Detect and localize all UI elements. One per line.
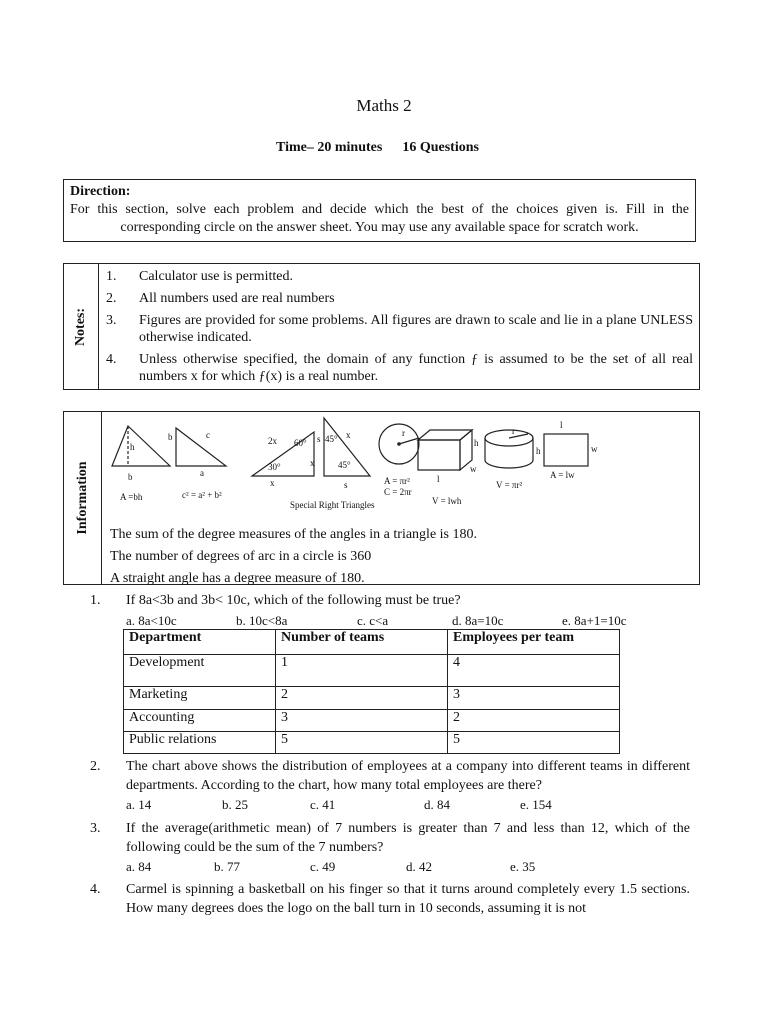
table-cell: Development [124,655,276,687]
note-item [104,312,693,346]
rt-b-label: b [168,432,173,442]
question-text: If the average(arithmetic mean) of 7 numbers is greater than 7 and less than 12, which of the following could be the sum of the 7 numbers? [126,821,690,855]
question-number: 4. [90,882,101,897]
note-text: Figures are provided for some problems. All figures are drawn to scale and lie in a plane UNLESS otherwise indicated. [139,313,693,345]
choice-d[interactable]: d. 84 [424,797,450,812]
rectangle-figure [544,434,588,466]
question-count: 16 Questions [402,140,479,155]
choice-d[interactable]: d. 42 [406,859,432,874]
table-cell: Marketing [124,687,276,710]
rect-w-label: w [591,444,598,454]
s-s-label: s [317,434,321,444]
table-header-cell: Number of teams [276,630,448,655]
question-1 [90,591,690,610]
triangle-figure [112,426,170,466]
table-header-cell: Employees per team [448,630,620,655]
question-2 [90,757,690,795]
rect-l-label: l [560,420,563,430]
choice-b[interactable]: b. 77 [214,859,240,874]
question-3 [90,819,690,857]
notes-label-column [64,264,99,389]
fact-item: The sum of the degree measures of the angles in a triangle is 180. [110,527,477,542]
notes-list [104,268,693,390]
direction-heading: Direction: [70,184,131,199]
s-x3-label: x [346,430,351,440]
page-title: Maths 2 [356,96,412,115]
note-number: 2. [106,291,117,306]
note-item [104,268,693,285]
reference-figures-svg [104,414,694,524]
notes-label: Notes: [73,307,88,346]
rect-area-formula: A = lw [550,470,575,480]
table-cell: 4 [448,655,620,687]
s-2x-label: 2x [268,436,277,446]
question-text: If 8a<3b and 3b< 10c, which of the following must be true? [126,593,461,608]
table-cell: 2 [448,710,620,732]
question-4 [90,880,690,918]
information-facts [110,524,477,590]
s-x2-label: x [310,458,315,468]
choice-e[interactable]: e. 154 [520,797,552,812]
table-row [124,710,620,732]
choice-e[interactable]: e. 8a+1=10c [562,613,627,628]
department-table [123,629,620,754]
information-label: Information [74,461,90,535]
table-cell: Public relations [124,732,276,754]
choice-a[interactable]: a. 8a<10c [126,613,177,628]
information-box [63,411,700,585]
table-row [124,655,620,687]
note-number: 4. [106,352,117,367]
s-60-label: 60° [294,438,307,448]
question-number: 1. [90,593,101,608]
choice-a[interactable]: a. 14 [126,797,152,812]
test-subtitle [276,140,499,156]
circle-circumference-formula: C = 2πr [384,487,412,497]
s-45b-label: 45° [338,460,351,470]
rt-a-label: a [200,468,204,478]
pythag-label: c² = a² + b² [182,490,222,500]
tri-area-label: A =bh [120,492,143,502]
fact-item: A straight angle has a degree measure of 180. [110,571,365,586]
reference-figures [104,414,694,524]
cylinder-r-label: r [512,426,515,436]
direction-text: For this section, solve each problem and decide which the best of the choices given is. Fill in the corresponding circle on the answer sheet. You may use any available space for scratch work. [70,202,689,235]
notes-box [63,263,700,390]
note-item [104,351,693,385]
box-h-label: h [474,438,479,448]
s-s2-label: s [344,480,348,490]
table-row [124,732,620,754]
choice-b[interactable]: b. 25 [222,797,248,812]
right-triangle-figure [176,428,226,466]
box-front [418,440,460,470]
note-text: All numbers used are real numbers [139,291,335,306]
note-number: 3. [106,313,117,328]
choice-d[interactable]: d. 8a=10c [452,613,504,628]
note-text: Unless otherwise specified, the domain of any function ƒ is assumed to be the set of all real numbers x for which ƒ(x) is a real number. [139,352,693,384]
table-cell: 5 [276,732,448,754]
choice-c[interactable]: c. 49 [310,859,336,874]
table-cell: 2 [276,687,448,710]
table-header-cell: Department [124,630,276,655]
table-cell: 1 [276,655,448,687]
table-row [124,687,620,710]
cylinder-h-label: h [536,446,541,456]
note-number: 1. [106,269,117,284]
s-45a-label: 45° [325,434,338,444]
rt-c-label: c [206,430,210,440]
table-cell: 3 [276,710,448,732]
choice-b[interactable]: b. 10c<8a [236,613,288,628]
choice-a[interactable]: a. 84 [126,859,152,874]
box-l-label: l [437,474,440,484]
special-triangles-caption: Special Right Triangles [290,500,375,510]
table-cell: Accounting [124,710,276,732]
table-cell: 5 [448,732,620,754]
question-text: The chart above shows the distribution of employees at a company into different teams in different departments. According to the chart, how many total employees are there? [126,759,690,793]
note-text: Calculator use is permitted. [139,269,293,284]
question-text: Carmel is spinning a basketball on his finger so that it turns around completely every 1.5 sections. How many degrees does the logo on the ball turn in 10 seconds, assuming it is not [126,882,690,916]
note-item [104,290,693,307]
direction-box [63,179,696,242]
fact-item: The number of degrees of arc in a circle is 360 [110,549,372,564]
circle-radius-line [399,438,419,444]
box-top [418,430,472,440]
choice-c[interactable]: c. 41 [310,797,336,812]
s-30-label: 30° [268,462,281,472]
box-volume-formula: V = lwh [432,496,462,506]
information-label-column [64,412,102,584]
time-limit: Time– 20 minutes [276,140,383,155]
choice-e[interactable]: e. 35 [510,859,536,874]
tri-b-label: b [128,472,133,482]
s-x-label: x [270,478,275,488]
box-w-label: w [470,464,477,474]
circle-area-formula: A = πr² [384,476,410,486]
cylinder-bottom [485,460,533,468]
cylinder-volume-formula: V = πr² [496,480,523,490]
table-cell: 3 [448,687,620,710]
question-number: 3. [90,821,101,836]
table-header-row [124,630,620,655]
choice-c[interactable]: c. c<a [357,613,389,628]
tri-h-label: h [130,442,135,452]
circle-r-label: r [402,428,405,438]
question-number: 2. [90,759,101,774]
